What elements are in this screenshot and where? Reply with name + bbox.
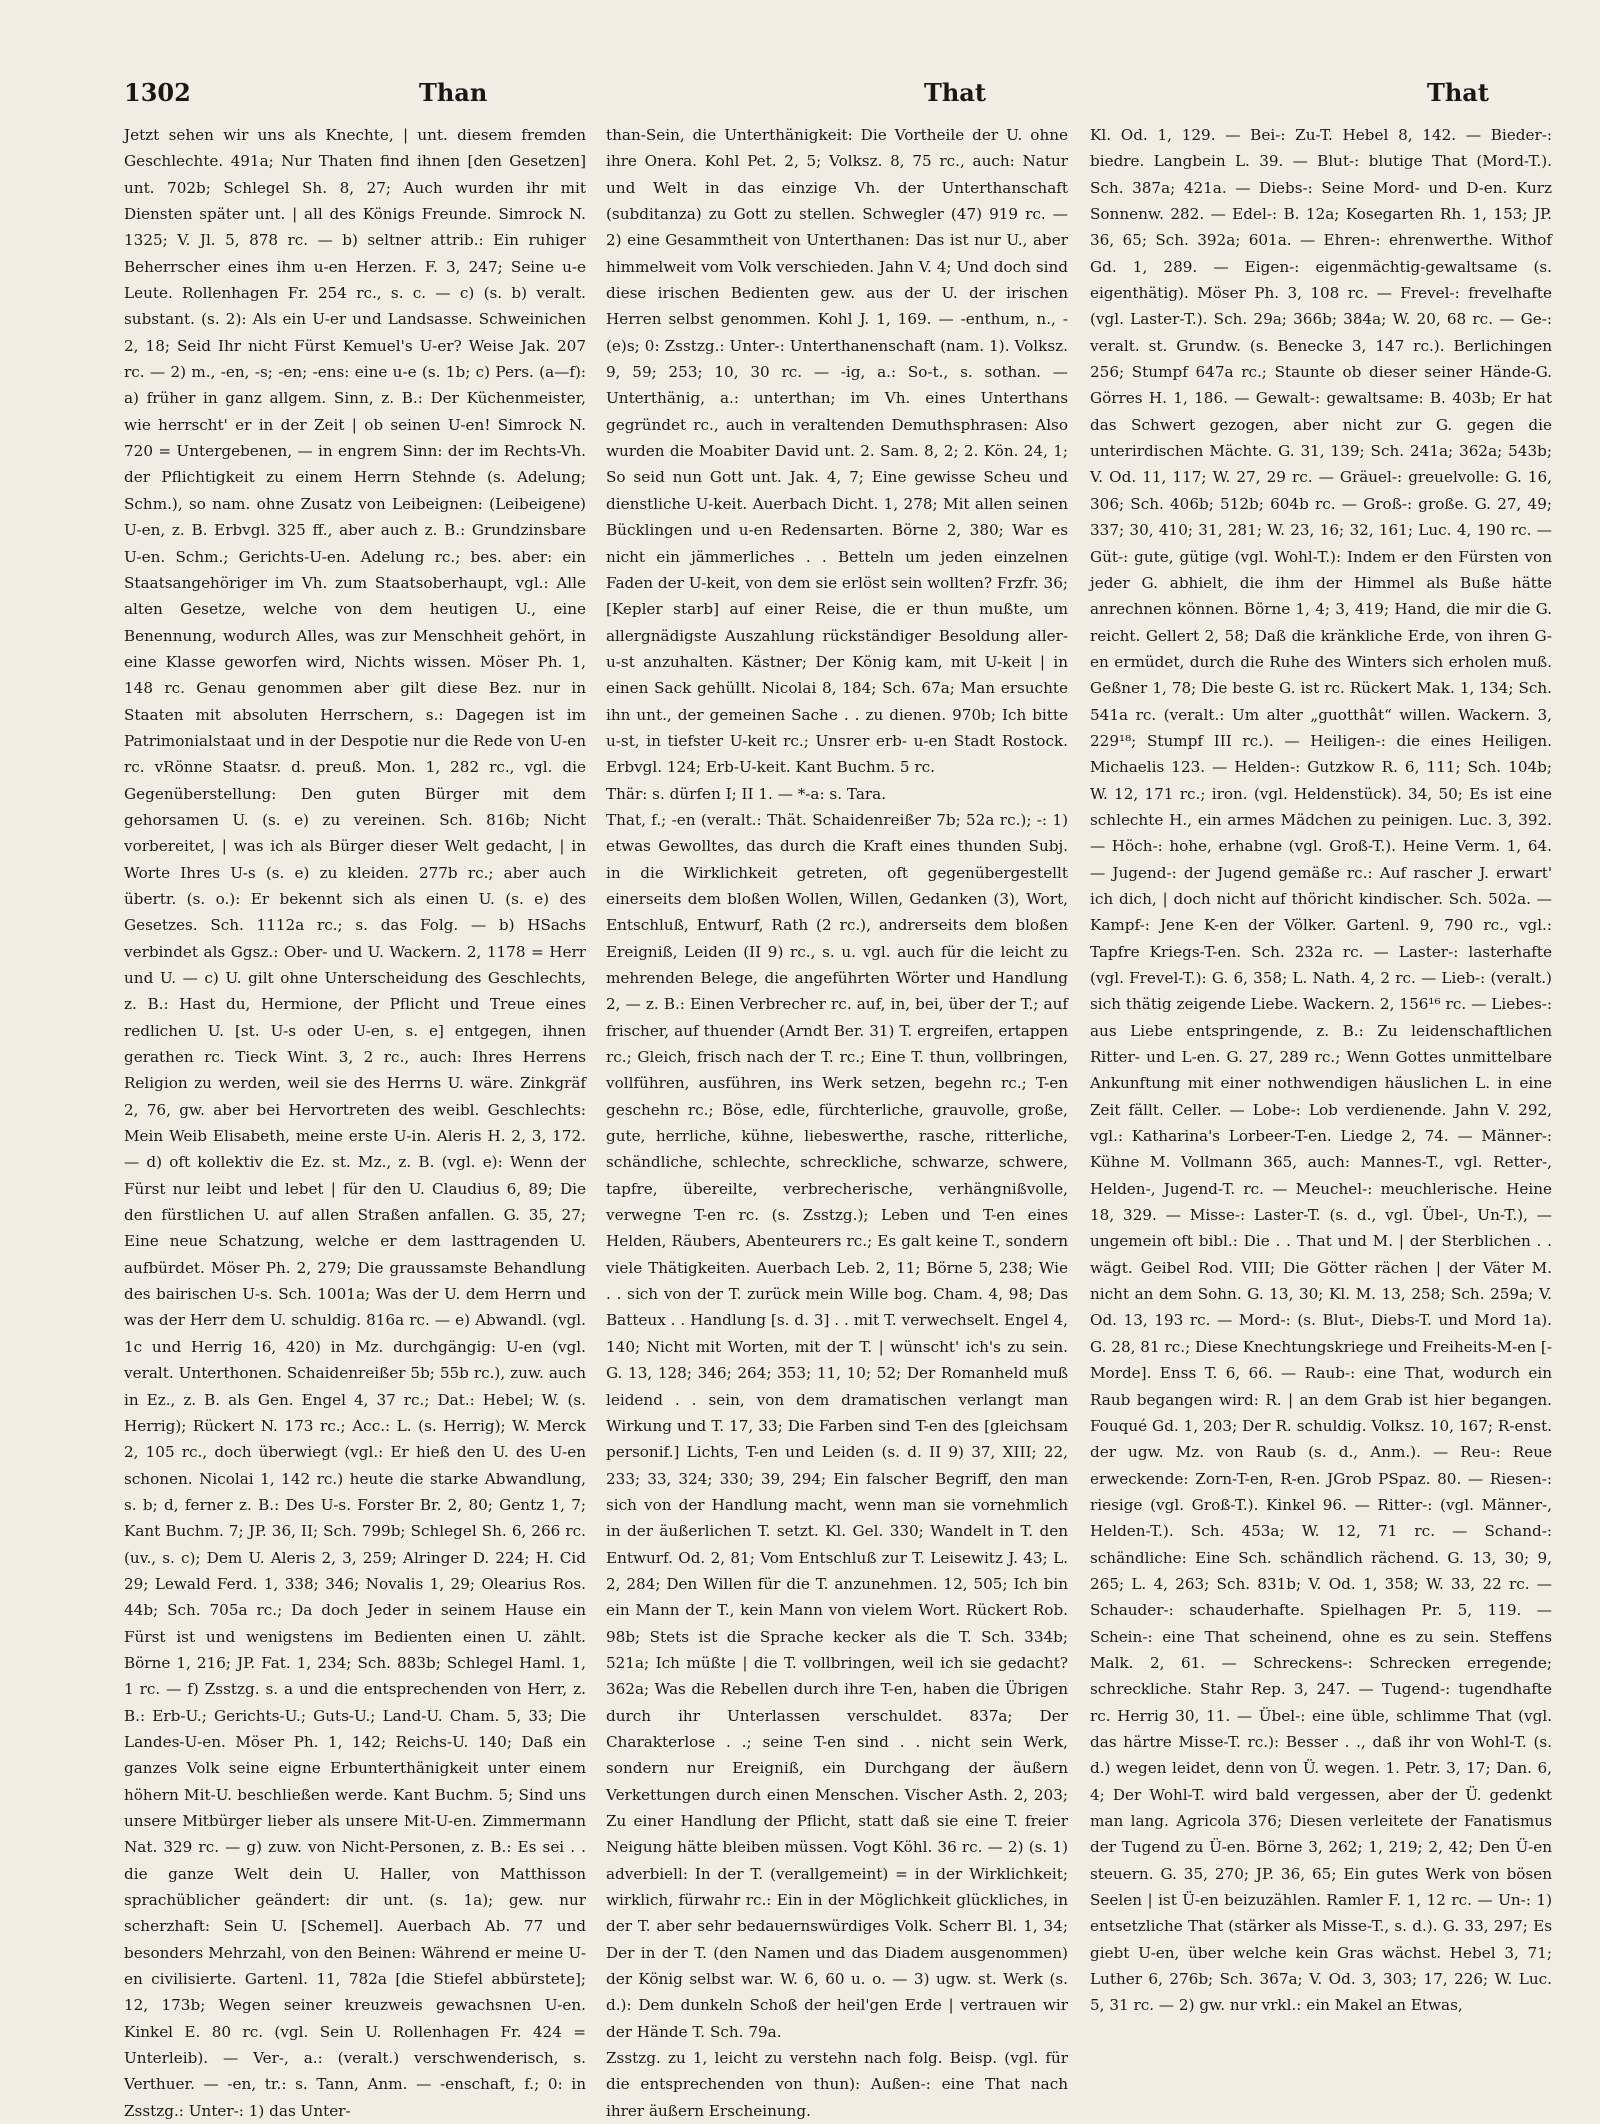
running-head-center: That — [924, 78, 986, 107]
running-head-right: That — [1427, 78, 1489, 107]
page-header — [124, 78, 1562, 110]
entry-paragraph: than-Sein, die Unterthänigkeit: Die Vortheile der U. ohne ihre Onera. Kohl Pet. 2, 5; Volksz. 8, 75 rc., auch: Natur und Welt in das einzige Vh. der Unterthanschaft (subditanza) zu Gott zu stellen. Schwegler (47) 919 rc. — 2) eine Gesammtheit von Unterthanen: Das ist nur U., aber himmelweit vom Volk verschieden. Jahn V. 4; Und doch sind diese irischen Bedienten gew. aus der U. der irischen Herren selbst genommen. Kohl J. 1, 169. — -enthum, n., -(e)s; 0: Zsstzg.: Unter-: Unterthanenschaft (nam. 1). Volksz. 9, 59; 253; 10, 30 rc. — -ig, a.: So-t., s. sothan. — Unterthänig, a.: unterthan; im Vh. eines Unterthans gegründet rc., auch in veraltenden Demuthsphrasen: Also wurden die Moabiter David unt. 2. Sam. 8, 2; 2. Kön. 24, 1; So seid nun Gott unt. Jak. 4, 7; Eine gewisse Scheu und dienstliche U-keit. Auerbach Dicht. 1, 278; Mit allen seinen Bücklingen und u-en Redensarten. Börne 2, 380; War es nicht ein jämmerliches . . Betteln um jeden einzelnen Faden der U-keit, von dem sie erlöst sein wollten? Frzfr. 36; [Kepler starb] auf einer Reise, die er thun mußte, um allergnädigste Auszahlung rückständiger Besoldung aller-u-st anzuhalten. Kästner; Der König kam, mit U-keit | in einen Sack gehüllt. Nicolai 8, 184; Sch. 67a; Man ersuchte ihn unt., der gemeinen Sache . . zu dienen. 970b; Ich bitte u-st, in tiefster U-keit rc.; Unsrer erb- u-en Stadt Rostock. Erbvgl. 124; Erb-U-keit. Kant Buchm. 5 rc. — [606, 126, 1068, 777]
entry-paragraph: That, f.; -en (veralt.: Thät. Schaidenreißer 7b; 52a rc.); -: 1) etwas Gewolltes, das durch die Kraft eines thunden Subj. in die Wirklichkeit getreten, oft gegenübergestellt einerseits dem bloßen Wollen, Willen, Gedanken (3), Wort, Entschluß, Entwurf, Rath (2 rc.), andrerseits dem bloßen Ereigniß, Leiden (II 9) rc., s. u. vgl. auch für die leicht zu mehrenden Belege, die angeführten Wörter und Handlung 2, — z. B.: Einen Verbrecher rc. auf, in, bei, über der T.; auf frischer, auf thuender (Arndt Ber. 31) T. ergreifen, ertappen rc.; Gleich, frisch nach der T. rc.; Eine T. thun, vollbringen, vollführen, ausführen, ins Werk setzen, begehn rc.; T-en geschehn rc.; Böse, edle, fürchterliche, grauvolle, große, gute, herrliche, kühne, liebeswerthe, rasche, ritterliche, schändliche, schlechte, schreckliche, schwarze, schwere, tapfre, übereilte, verbrecherische, verhängnißvolle, verwegne T-en rc. (s. Zsstzg.); Leben und T-en eines Helden, Räubers, Abenteurers rc.; Es galt keine T., sondern viele Thätigkeiten. Auerbach Leb. 2, 11; Börne 5, 238; Wie . . sich von der T. zurück mein Wille bog. Cham. 4, 98; Das Batteux . . Handlung [s. d. 3] . . mit T. verwechselt. Engel 4, 140; Nicht mit Worten, mit der T. | wünscht' ich's zu sein. G. 13, 128; 346; 264; 353; 11, 10; 52; Der Romanheld muß leidend . . sein, von dem dramatischen verlangt man Wirkung und T. 17, 33; Die Farben sind T-en des [gleichsam personif.] Lichts, T-en und Leiden (s. d. II 9) 37, XIII; 22, 233; 33, 324; 330; 39, 294; Ein falscher Begriff, den man sich von der Handlung macht, wenn man sie vornehmlich in der äußerlichen T. setzt. Kl. Gel. 330; Wandelt in T. den Entwurf. Od. 2, 81; Vom Entschluß zur T. Leisewitz J. 43; L. 2, 284; Den Willen für die T. anzunehmen. 12, 505; Ich bin ein Mann der T., kein Mann von vielem Wort. Rückert Rob. 98b; Stets ist die Sprache kecker als die T. Sch. 334b; 521a; Ich müßte | die T. vollbringen, weil ich sie gedacht? 362a; Was die Rebellen durch ihre T-en, haben die Übrigen durch ihr Unterlassen verschuldet. 837a; Der Charakterlose . .; seine T-en sind . . nicht sein Werk, sondern nur Ereigniß, ein Durchgang der äußern Verkettungen durch einen Menschen. Vischer Asth. 2, 203; Zu einer Handlung der Pflicht, statt daß sie eine T. freier Neigung hätte bleiben müssen. Vogt Köhl. 36 rc. — 2) (s. 1) adverbiell: In der T. (verallgemeint) = in der Wirklichkeit; wirklich, fürwahr rc.: Ein in der Möglichkeit glückliches, in der T. aber sehr bedauernswürdiges Volk. Scherr Bl. 1, 34; Der in der T. (den Namen und das Diadem ausgenommen) der König selbst war. W. 6, 60 u. o. — 3) ugw. st. Werk (s. d.): Dem dunkeln Schoß der heil'gen Erde | vertrauen wir der Hände T. Sch. 79a. — [606, 810, 1068, 2041]
text-column-middle — [606, 122, 1068, 2120]
running-head-left: Than — [419, 78, 488, 107]
text-column-left — [124, 122, 586, 2120]
entry-paragraph: Zsstzg. zu 1, leicht zu verstehn nach folg. Beisp. (vgl. für die entsprechenden von thun): Außen-: eine That nach ihrer äußern Erscheinung. — [606, 2049, 1068, 2120]
text-column-right — [1090, 122, 1552, 2015]
entry-paragraph: Kl. Od. 1, 129. — Bei-: Zu-T. Hebel 8, 142. — Bieder-: biedre. Langbein L. 39. — Blut-: blutige That (Mord-T.). Sch. 387a; 421a. — Diebs-: Seine Mord- und D-en. Kurz Sonnenw. 282. — Edel-: B. 12a; Kosegarten Rh. 1, 153; JP. 36, 65; Sch. 392a; 601a. — Ehren-: ehrenwerthe. Withof Gd. 1, 289. — Eigen-: eigenmächtig-gewaltsame (s. eigenthätig). Möser Ph. 3, 108 rc. — Frevel-: frevelhafte (vgl. Laster-T.). Sch. 29a; 366b; 384a; W. 20, 68 rc. — Ge-: veralt. st. Grundw. (s. Benecke 3, 147 rc.). Berlichingen 256; Stumpf 647a rc.; Staunte ob dieser seiner Hände-G. Görres H. 1, 186. — Gewalt-: gewaltsame: B. 403b; Er hat das Schwert gezogen, aber nicht zur G. gegen die unterirdischen Mächte. G. 31, 139; Sch. 241a; 362a; 543b; V. Od. 11, 117; W. 27, 29 rc. — Gräuel-: greuelvolle: G. 16, 306; Sch. 406b; 512b; 604b rc. — Groß-: große. G. 27, 49; 337; 30, 410; 31, 281; W. 23, 16; 32, 161; Luc. 4, 190 rc. — Güt-: gute, gütige (vgl. Wohl-T.): Indem er den Fürsten von jeder G. abhielt, die ihm der Himmel als Buße hätte anrechnen können. Börne 1, 4; 3, 419; Hand, die mir die G. reicht. Gellert 2, 58; Daß die kränkliche Erde, von ihren G-en ermüdet, durch die Ruhe des Winters sich erholen muß. Geßner 1, 78; Die beste G. ist rc. Rückert Mak. 1, 134; Sch. 541a rc. (veralt.: Um alter „guotthât“ willen. Wackern. 3, 229¹⁸; Stumpf III rc.). — Heiligen-: die eines Heiligen. Michaelis 123. — Helden-: Gutzkow R. 6, 111; Sch. 104b; W. 12, 171 rc.; iron. (vgl. Heldenstück). 34, 50; Es ist eine schlechte H., ein armes Mädchen zu peinigen. Luc. 3, 392. — Höch-: hohe, erhabne (vgl. Groß-T.). Heine Verm. 1, 64. — Jugend-: der Jugend gemäße rc.: Auf rascher J. erwart' ich dich, | doch nicht auf thöricht kindischer. Sch. 502a. — Kampf-: Jene K-en der Völker. Gartenl. 9, 790 rc., vgl.: Tapfre Kriegs-T-en. Sch. 232a rc. — Laster-: lasterhafte (vgl. Frevel-T.): G. 6, 358; L. Nath. 4, 2 rc. — Lieb-: (veralt.) sich thätig zeigende Liebe. Wackern. 2, 156¹⁶ rc. — Liebes-: aus Liebe entspringende, z. B.: Zu leidenschaftlichen Ritter- und L-en. G. 27, 289 rc.; Wenn Gottes unmittelbare Ankunftung mit einer nothwendigen häuslichen L. in eine Zeit fällt. Celler. — Lobe-: Lob verdienende. Jahn V. 292, vgl.: Katharina's Lorbeer-T-en. Liedge 2, 74. — Männer-: Kühne M. Vollmann 365, auch: Mannes-T., vgl. Retter-, Helden-, Jugend-T. rc. — Meuchel-: meuchlerische. Heine 18, 329. — Misse-: Laster-T. (s. d., vgl. Übel-, Un-T.), — ungemein oft bibl.: Die . . That und M. | der Sterblichen . . wägt. Geibel Rod. VIII; Die Götter rächen | der Väter M. nicht an dem Sohn. G. 13, 30; Kl. M. 13, 258; Sch. 259a; V. Od. 13, 193 rc. — Mord-: (s. Blut-, Diebs-T. und Mord 1a). G. 28, 81 rc.; Diese Knechtungskriege und Freiheits-M-en [-Morde]. Enss T. 6, 66. — Raub-: eine That, wodurch ein Raub begangen wird: R. | an dem Grab ist hier begangen. Fouqué Gd. 1, 203; Der R. schuldig. Volksz. 10, 167; R-enst. der ugw. Mz. von Raub (s. d., Anm.). — Reu-: Reue erweckende: Zorn-T-en, R-en. JGrob PSpaz. 80. — Riesen-: riesige (vgl. Groß-T.). Kinkel 96. — Ritter-: (vgl. Männer-, Helden-T.). Sch. 453a; W. 12, 71 rc. — Schand-: schändliche: Eine Sch. schändlich rächend. G. 13, 30; 9, 265; L. 4, 263; Sch. 831b; V. Od. 1, 358; W. 33, 22 rc. — Schauder-: schauderhafte. Spielhagen Pr. 5, 119. — Schein-: eine That scheinend, ohne es zu sein. Steffens Malk. 2, 61. — Schreckens-: Schrecken erregende; schreckliche. Stahr Rep. 3, 247. — Tugend-: tugendhafte rc. Herrig 30, 11. — Übel-: eine üble, schlimme That (vgl. das härtre Misse-T. rc.): Besser . ., daß ihr von Wohl-T. (s. d.) wegen leidet, denn von Ü. wegen. 1. Petr. 3, 17; Dan. 6, 4; Der Wohl-T. wird bald vergessen, aber der Ü. gedenkt man lang. Agricola 376; Diesen verleitete der Fanatismus der Tugend zu Ü-en. Börne 3, 262; 1, 219; 2, 42; Den Ü-en steuern. G. 35, 270; JP. 36, 65; Ein gutes Werk von bösen Seelen | ist Ü-en beizuzählen. Ramler F. 1, 12 rc. — Un-: 1) entsetzliche That (stärker als Misse-T., s. d.). G. 33, 297; Es giebt U-en, über welche kein Gras wächst. Hebel 3, 71; Luther 6, 276b; Sch. 367a; V. Od. 3, 303; 17, 226; W. Luc. 5, 31 rc. — 2) gw. nur vrkl.: ein Makel an Etwas, — [1090, 126, 1552, 2015]
entry-paragraph: Thär: s. dürfen I; II 1. — *-a: s. Tara. — [606, 784, 887, 803]
page-number: 1302 — [124, 78, 191, 107]
entry-paragraph: Jetzt sehen wir uns als Knechte, | unt. diesem fremden Geschlechte. 491a; Nur Thaten find ihnen [den Gesetzen] unt. 702b; Schlegel Sh. 8, 27; Auch wurden ihr mit Diensten später unt. | all des Königs Freunde. Simrock N. 1325; V. Jl. 5, 878 rc. — b) seltner attrib.: Ein ruhiger Beherrscher eines ihm u-en Herzen. F. 3, 247; Seine u-e Leute. Rollenhagen Fr. 254 rc., s. c. — c) (s. b) veralt. substant. (s. 2): Als ein U-er und Landsasse. Schweinichen 2, 18; Seid Ihr nicht Fürst Kemuel's U-er? Weise Jak. 207 rc. — 2) m., -en, -s; -en; -ens: eine u-e (s. 1b; c) Pers. (a—f): a) früher in ganz allgem. Sinn, z. B.: Der Küchenmeister, wie herrscht' er in der Zeit | ob seinen U-en! Simrock N. 720 = Untergebenen, — in engrem Sinn: der im Rechts-Vh. der Pflichtigkeit zu einem Herrn Stehnde (s. Adelung; Schm.), so nam. ohne Zusatz von Leibeignen: (Leibeigene) U-en, z. B. Erbvgl. 325 ff., aber auch z. B.: Grundzinsbare U-en. Schm.; Gerichts-U-en. Adelung rc.; bes. aber: ein Staatsangehöriger im Vh. zum Staatsoberhaupt, vgl.: Alle alten Gesetze, welche von dem heutigen U., eine Benennung, wodurch Alles, was zur Menschheit gehört, in eine Klasse geworfen wird, Nichts wissen. Möser Ph. 1, 148 rc. Genau genommen aber gilt diese Bez. nur in Staaten mit absoluten Herrschern, s.: Dagegen ist im Patrimonialstaat und in der Despotie nur die Rede von U-en rc. vRönne Staatsr. d. preuß. Mon. 1, 282 rc., vgl. die Gegenüberstellung: Den guten Bürger mit dem gehorsamen U. (s. e) zu vereinen. Sch. 816b; Nicht vorbereitet, | was ich als Bürger dieser Welt gedacht, | in Worte Ihres U-s (s. e) zu kleiden. 277b rc.; aber auch übertr. (s. o.): Er bekennt sich als einen U. (s. e) des Gesetzes. Sch. 1112a rc.; s. das Folg. — b) HSachs verbindet als Ggsz.: Ober- und U. Wackern. 2, 1178 = Herr und U. — c) U. gilt ohne Unterscheidung des Geschlechts, z. B.: Hast du, Hermione, der Pflicht und Treue eines redlichen U. [st. U-s oder U-en, s. e] entgegen, ihnen gerathen rc. Tieck Wint. 3, 2 rc., auch: Ihres Herrens Religion zu werden, weil sie des Herrns U. wäre. Zinkgräf 2, 76, gw. aber bei Hervortreten des weibl. Geschlechts: Mein Weib Elisabeth, meine erste U-in. Aleris H. 2, 3, 172. — d) oft kollektiv die Ez. st. Mz., z. B. (vgl. e): Wenn der Fürst nur leibt und lebet | für den U. Claudius 6, 89; Die den fürstlichen U. auf allen Straßen anfallen. G. 35, 27; Eine neue Schatzung, welche er dem lasttragenden U. aufbürdet. Möser Ph. 2, 279; Die graussamste Behandlung des bairischen U-s. Sch. 1001a; Was der U. dem Herrn und was der Herr dem U. schuldig. 816a rc. — e) Abwandl. (vgl. 1c und Herrig 16, 420) in Mz. durchgängig: U-en (vgl. veralt. Unterthonen. Schaidenreißer 5b; 55b rc.), zuw. auch in Ez., z. B. als Gen. Engel 4, 37 rc.; Dat.: Hebel; W. (s. Herrig); Rückert N. 173 rc.; Acc.: L. (s. Herrig); W. Merck 2, 105 rc., doch überwiegt (vgl.: Er hieß den U. des U-en schonen. Nicolai 1, 142 rc.) heute die starke Abwandlung, s. b; d, ferner z. B.: Des U-s. Forster Br. 2, 80; Gentz 1, 7; Kant Buchm. 7; JP. 36, II; Sch. 799b; Schlegel Sh. 6, 266 rc. (uv., s. c); Dem U. Aleris 2, 3, 259; Alringer D. 224; H. Cid 29; Lewald Ferd. 1, 338; 346; Novalis 1, 29; Olearius Ros. 44b; Sch. 705a rc.; Da doch Jeder in seinem Hause ein Fürst ist und wenigstens im Bedienten einen U. zählt. Börne 1, 216; JP. Fat. 1, 234; Sch. 883b; Schlegel Haml. 1, 1 rc. — f) Zsstzg. s. a und die entsprechenden von Herr, z. B.: Erb-U.; Gerichts-U.; Guts-U.; Land-U. Cham. 5, 33; Die Landes-U-en. Möser Ph. 1, 142; Reichs-U. 140; Daß ein ganzes Volk seine eigne Erbunterthänigkeit unter einem höhern Mit-U. beschließen werde. Kant Buchm. 5; Sind uns unsere Mitbürger lieber als unsere Mit-U-en. Zimmermann Nat. 329 rc. — g) zuw. von Nicht-Personen, z. B.: Es sei . . die ganze Welt dein U. Haller, von Matthisson sprachüblicher geändert: dir unt. (s. 1a); gew. nur scherzhaft: Sein U. [Schemel]. Auerbach Ab. 77 und besonders Mehrzahl, von den Beinen: Während er meine U-en civilisierte. Gartenl. 11, 782a [die Stiefel abbürstete]; 12, 173b; Wegen seiner kreuzweis gewachsnen U-en. Kinkel E. 80 rc. (vgl. Sein U. Rollenhagen Fr. 424 = Unterleib). — Ver-, a.: (veralt.) verschwenderisch, s. Verthuer. — -en, tr.: s. Tann, Anm. — -enschaft, f.; 0: in Zsstzg.: Unter-: 1) das Unter- — [124, 126, 586, 2120]
